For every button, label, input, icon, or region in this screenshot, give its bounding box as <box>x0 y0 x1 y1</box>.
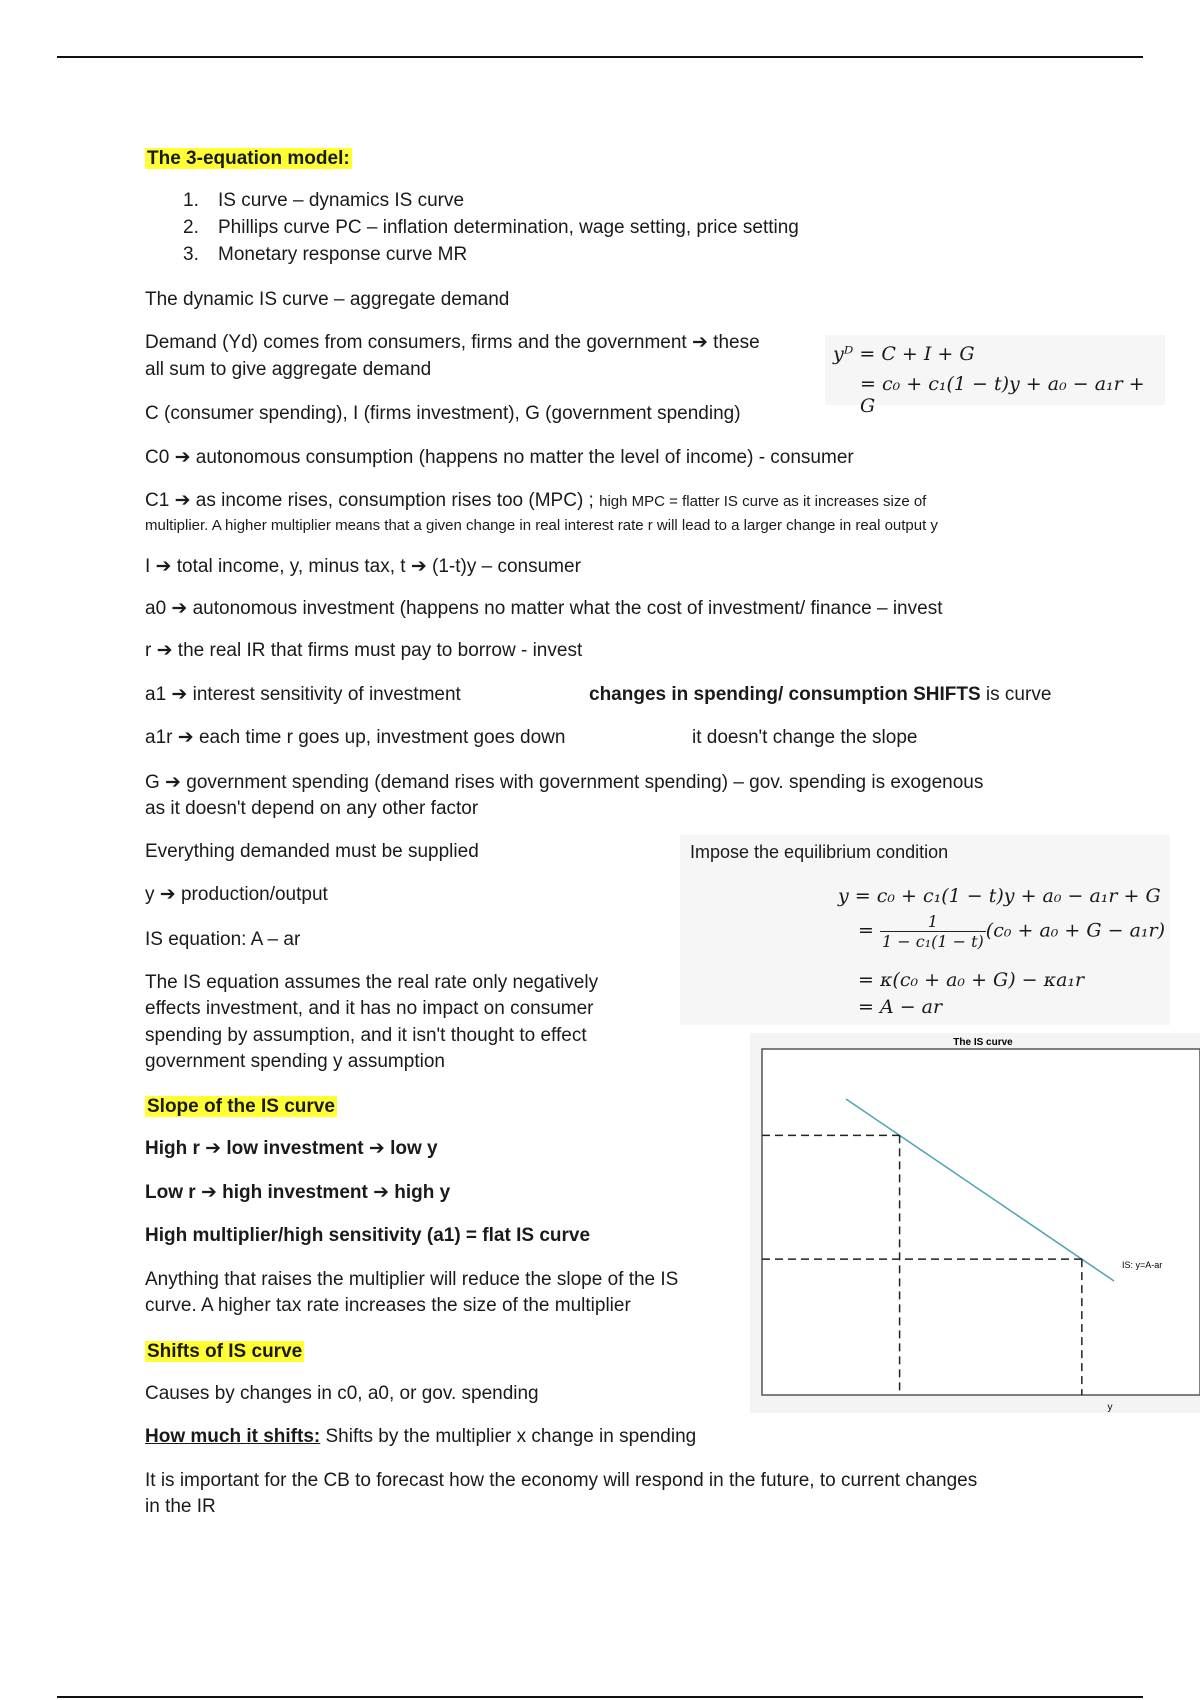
top-rule <box>57 56 1143 58</box>
equation-line: y = c₀ + c₁(1 − t)y + a₀ − a₁r + G <box>838 885 1161 907</box>
important-text-2: in the IR <box>145 1496 216 1517</box>
g-text-2: as it doesn't depend on any other factor <box>145 798 479 819</box>
equilibrium-equation <box>680 835 1170 1025</box>
high-multiplier-text: High multiplier/high sensitivity (a1) = flat IS curve <box>145 1225 591 1246</box>
page-title: The 3-equation model: <box>147 148 350 169</box>
assumption-text-1: The IS equation assumes the real rate only negatively <box>145 972 599 993</box>
y-text: y ➔ production/output <box>145 884 328 905</box>
important-text-1: It is important for the CB to forecast how the economy will respond in the future, to current changes <box>145 1470 978 1491</box>
curve-label: IS: y=A-ar <box>1122 1260 1163 1270</box>
causes-text: Causes by changes in c0, a0, or gov. spending <box>145 1383 539 1404</box>
list-item: 2. Phillips curve PC – inflation determination, wage setting, price setting <box>183 217 799 238</box>
equation-line: yᴰ = C + I + G <box>833 343 975 365</box>
c1-text: C1 ➔ as income rises, consumption rises too (MPC) ; high MPC = flatter IS curve as it increases size of <box>145 490 927 511</box>
assumption-text-3: spending by assumption, and it isn't thought to effect <box>145 1025 587 1046</box>
a1r-text: a1r ➔ each time r goes up, investment goes down <box>145 727 566 748</box>
demand-text-1: Demand (Yd) comes from consumers, firms and the government ➔ these <box>145 332 760 353</box>
high-r-text: High r ➔ low investment ➔ low y <box>145 1138 438 1159</box>
anything-text-1: Anything that raises the multiplier will reduce the slope of the IS <box>145 1269 679 1290</box>
list-item: 3. Monetary response curve MR <box>183 244 468 265</box>
aggregate-demand-equation <box>825 335 1165 417</box>
shifts-heading: Shifts of IS curve <box>147 1341 303 1362</box>
how-much-text: How much it shifts: Shifts by the multiplier x change in spending <box>145 1426 697 1447</box>
low-r-text: Low r ➔ high investment ➔ high y <box>145 1182 451 1203</box>
slope-heading: Slope of the IS curve <box>147 1096 335 1117</box>
i-text: I ➔ total income, y, minus tax, t ➔ (1-t)y – consumer <box>145 556 581 577</box>
equation-line: = c₀ + c₁(1 − t)y + a₀ − a₁r + G <box>860 373 1145 417</box>
model-list <box>183 187 799 268</box>
x-axis-label: y <box>1107 1402 1113 1413</box>
is-curve-chart <box>750 1033 1200 1413</box>
g-text-1: G ➔ government spending (demand rises with government spending) – gov. spending is exogenous <box>145 772 984 793</box>
equation-line: = A − ar <box>858 996 943 1018</box>
c0-text: C0 ➔ autonomous consumption (happens no matter the level of income) - consumer <box>145 447 854 468</box>
a0-text: a0 ➔ autonomous investment (happens no matter what the cost of investment/ finance – invest <box>145 598 943 619</box>
supplied-text: Everything demanded must be supplied <box>145 841 479 862</box>
is-equation-text: IS equation: A – ar <box>145 929 301 950</box>
shift-note: changes in spending/ consumption SHIFTS is curve <box>589 684 1052 705</box>
chart-title: The IS curve <box>953 1037 1013 1048</box>
demand-text-2: all sum to give aggregate demand <box>145 359 432 380</box>
equation-line: = κ(c₀ + a₀ + G) − κa₁r <box>858 969 1085 991</box>
r-text: r ➔ the real IR that firms must pay to borrow - invest <box>145 640 583 661</box>
equation-line: = $\frac{1}{\text{1 − c₁(1 − t)}}$ (c₀ + a₀ + G − a₁r) <box>858 912 1166 951</box>
assumption-text-4: government spending y assumption <box>145 1051 445 1072</box>
anything-text-2: curve. A higher tax rate increases the size of the multiplier <box>145 1295 631 1316</box>
a1-text: a1 ➔ interest sensitivity of investment <box>145 684 461 705</box>
bottom-rule <box>57 1696 1143 1698</box>
list-item: 1. IS curve – dynamics IS curve <box>183 190 465 211</box>
cig-text: C (consumer spending), I (firms investment), G (government spending) <box>145 403 741 424</box>
c1-text-cont: multiplier. A higher multiplier means that a given change in real interest rate r will lead to a larger change in real output y <box>145 517 938 534</box>
assumption-text-2: effects investment, and it has no impact on consumer <box>145 998 594 1019</box>
impose-text: Impose the equilibrium condition <box>690 842 949 862</box>
dynamic-is-text: The dynamic IS curve – aggregate demand <box>145 289 510 310</box>
slope-note: it doesn't change the slope <box>692 727 918 748</box>
